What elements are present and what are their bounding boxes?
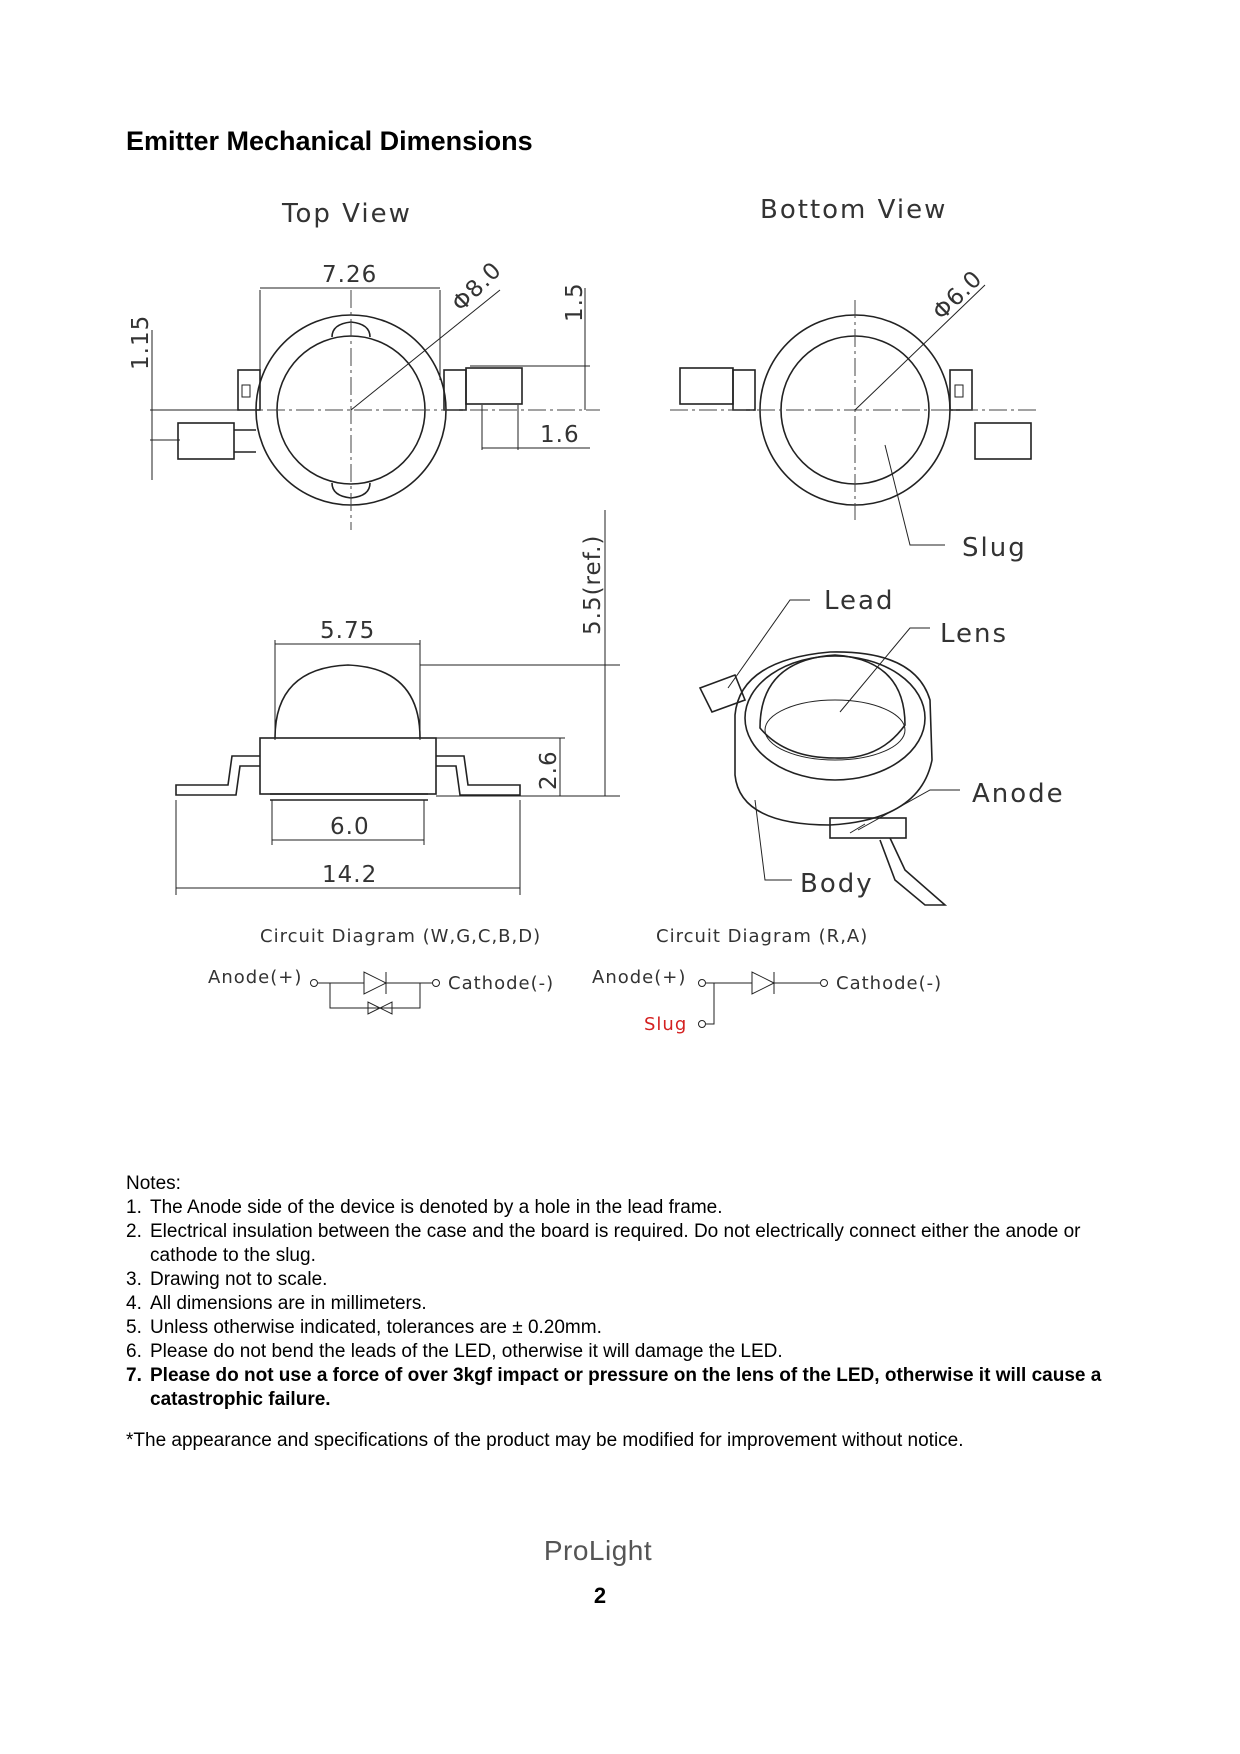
dim-height-ref: 5.5(ref.) <box>580 534 606 635</box>
circuit-diagram-2 <box>592 926 942 1035</box>
page-number: 2 <box>593 1583 607 1608</box>
circuit2-title: Circuit Diagram (R,A) <box>656 926 869 947</box>
dim-lens-width: 5.75 <box>320 618 376 644</box>
circuit-diagram-1 <box>208 926 554 1014</box>
circuit1-cathode: Cathode(-) <box>448 973 555 994</box>
dim-width-top: 7.26 <box>322 262 378 288</box>
bottom-view-label: Bottom View <box>760 195 948 225</box>
label-body: Body <box>800 869 874 899</box>
dim-body-height: 2.6 <box>536 750 562 790</box>
label-lead: Lead <box>824 586 895 616</box>
dim-overall: 14.2 <box>322 862 378 888</box>
label-slug: Slug <box>962 533 1027 563</box>
prolight-logo: ProLight <box>543 1535 653 1566</box>
dim-lead-offset: 1.15 <box>128 314 154 370</box>
note-item: 6. Please do not bend the leads of the LED, otherwise it will damage the LED. <box>126 1341 783 1362</box>
circuit2-slug: Slug <box>644 1014 688 1035</box>
circuit1-anode: Anode(+) <box>208 967 303 988</box>
dim-lead-height: 1.5 <box>562 282 588 322</box>
side-view <box>176 510 620 895</box>
note-item: 5. Unless otherwise indicated, tolerances are ± 0.20mm. <box>126 1317 602 1338</box>
label-lens: Lens <box>940 619 1009 649</box>
dim-dia-bottom: Φ6.0 <box>927 265 988 326</box>
dim-body-width: 6.0 <box>330 814 370 840</box>
note-item-warning: 7. Please do not use a force of over 3kgf impact or pressure on the lens of the LED, otherwise it will cause a catastrophic failure. <box>126 1365 1102 1410</box>
page-title: Emitter Mechanical Dimensions <box>126 126 533 156</box>
notes-heading: Notes: <box>126 1173 181 1194</box>
isometric-view <box>700 586 1065 905</box>
disclaimer: *The appearance and specifications of the product may be modified for improvement without notice. <box>126 1430 964 1451</box>
dim-dia-top: Φ8.0 <box>447 257 508 317</box>
dim-lead-len: 1.6 <box>540 422 580 448</box>
note-item: 4. All dimensions are in millimeters. <box>126 1293 427 1314</box>
notes-section <box>126 1172 1126 1412</box>
circuit1-title: Circuit Diagram (W,G,C,B,D) <box>260 926 542 947</box>
note-item: 3. Drawing not to scale. <box>126 1269 328 1290</box>
top-view-label: Top View <box>282 199 412 229</box>
bottom-view <box>670 195 1040 563</box>
note-item: 1. The Anode side of the device is denoted by a hole in the lead frame. <box>126 1197 723 1218</box>
note-item: 2. Electrical insulation between the case and the board is required. Do not electrically connect either the anode or cathode to the slug. <box>126 1221 1081 1266</box>
circuit2-anode: Anode(+) <box>592 967 687 988</box>
label-anode: Anode <box>972 779 1065 809</box>
top-view <box>128 199 600 530</box>
circuit2-cathode: Cathode(-) <box>836 973 943 994</box>
